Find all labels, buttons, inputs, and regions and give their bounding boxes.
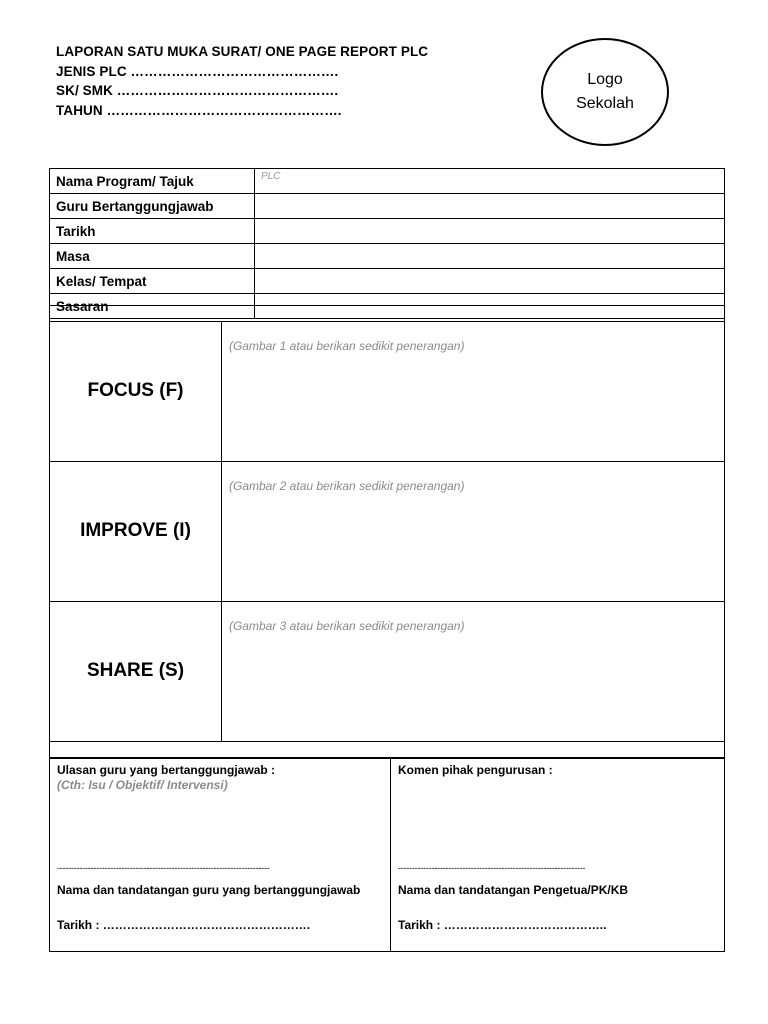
teacher-review-title: Ulasan guru yang bertanggungjawab : bbox=[57, 763, 276, 777]
table-row bbox=[50, 219, 725, 244]
teacher-date-label: Tarikh : ……………………………………………. bbox=[57, 918, 311, 932]
row-label: Kelas/ Tempat bbox=[50, 269, 255, 294]
teacher-review-hint: (Cth: Isu / Objektif/ Intervensi) bbox=[57, 778, 228, 792]
share-description-area[interactable]: (Gambar 3 atau berikan sedikit penerangan) bbox=[229, 619, 465, 633]
improve-section bbox=[49, 461, 725, 602]
school-logo-placeholder bbox=[541, 38, 669, 146]
teacher-review-box[interactable] bbox=[50, 759, 391, 951]
report-title: LAPORAN SATU MUKA SURAT/ ONE PAGE REPORT PLC bbox=[56, 44, 429, 59]
row-value-field[interactable]: PLC bbox=[255, 169, 725, 194]
management-comment-title: Komen pihak pengurusan : bbox=[398, 763, 553, 777]
row-value-field[interactable] bbox=[255, 194, 725, 219]
row-label: Masa bbox=[50, 244, 255, 269]
table-row bbox=[50, 194, 725, 219]
spacer-row-top bbox=[49, 305, 725, 322]
report-header bbox=[56, 42, 428, 120]
table-row bbox=[50, 269, 725, 294]
sk-smk-line: SK/ SMK …………………………………………. bbox=[56, 83, 339, 98]
jenis-plc-line: JENIS PLC ………………………………………. bbox=[56, 63, 339, 79]
share-label: SHARE (S) bbox=[50, 601, 222, 741]
focus-section bbox=[49, 321, 725, 462]
tahun-line: TAHUN ……………………………………………. bbox=[56, 102, 342, 118]
table-row bbox=[50, 169, 725, 194]
focus-label: FOCUS (F) bbox=[50, 321, 222, 461]
principal-signature-label: Nama dan tandatangan Pengetua/PK/KB bbox=[398, 883, 629, 897]
logo-text-line1: Logo bbox=[587, 71, 623, 88]
signature-line: ------------------------------------------------------------------- bbox=[398, 863, 586, 873]
signature-line: ---------------------------------------------------------------------------- bbox=[57, 863, 270, 873]
logo-text-line2: Sekolah bbox=[576, 95, 634, 112]
row-label: Nama Program/ Tajuk bbox=[50, 169, 255, 194]
teacher-signature-label: Nama dan tandatangan guru yang bertanggungjawab bbox=[57, 883, 361, 897]
review-section bbox=[49, 758, 725, 952]
improve-label: IMPROVE (I) bbox=[50, 461, 222, 601]
principal-date-label: Tarikh : ………………………………….. bbox=[398, 918, 607, 932]
table-row bbox=[50, 244, 725, 269]
row-label: Guru Bertanggungjawab bbox=[50, 194, 255, 219]
focus-description-area[interactable]: (Gambar 1 atau berikan sedikit penerangan) bbox=[229, 339, 465, 353]
row-label: Tarikh bbox=[50, 219, 255, 244]
share-section bbox=[49, 601, 725, 742]
row-value-field[interactable] bbox=[255, 269, 725, 294]
row-value-field[interactable] bbox=[255, 244, 725, 269]
row-label: Sasaran bbox=[50, 294, 255, 319]
program-info-table bbox=[49, 168, 725, 319]
spacer-row-bottom bbox=[49, 741, 725, 758]
row-value-field[interactable] bbox=[255, 219, 725, 244]
improve-description-area[interactable]: (Gambar 2 atau berikan sedikit penerangan) bbox=[229, 479, 465, 493]
management-comment-box[interactable] bbox=[391, 759, 724, 951]
